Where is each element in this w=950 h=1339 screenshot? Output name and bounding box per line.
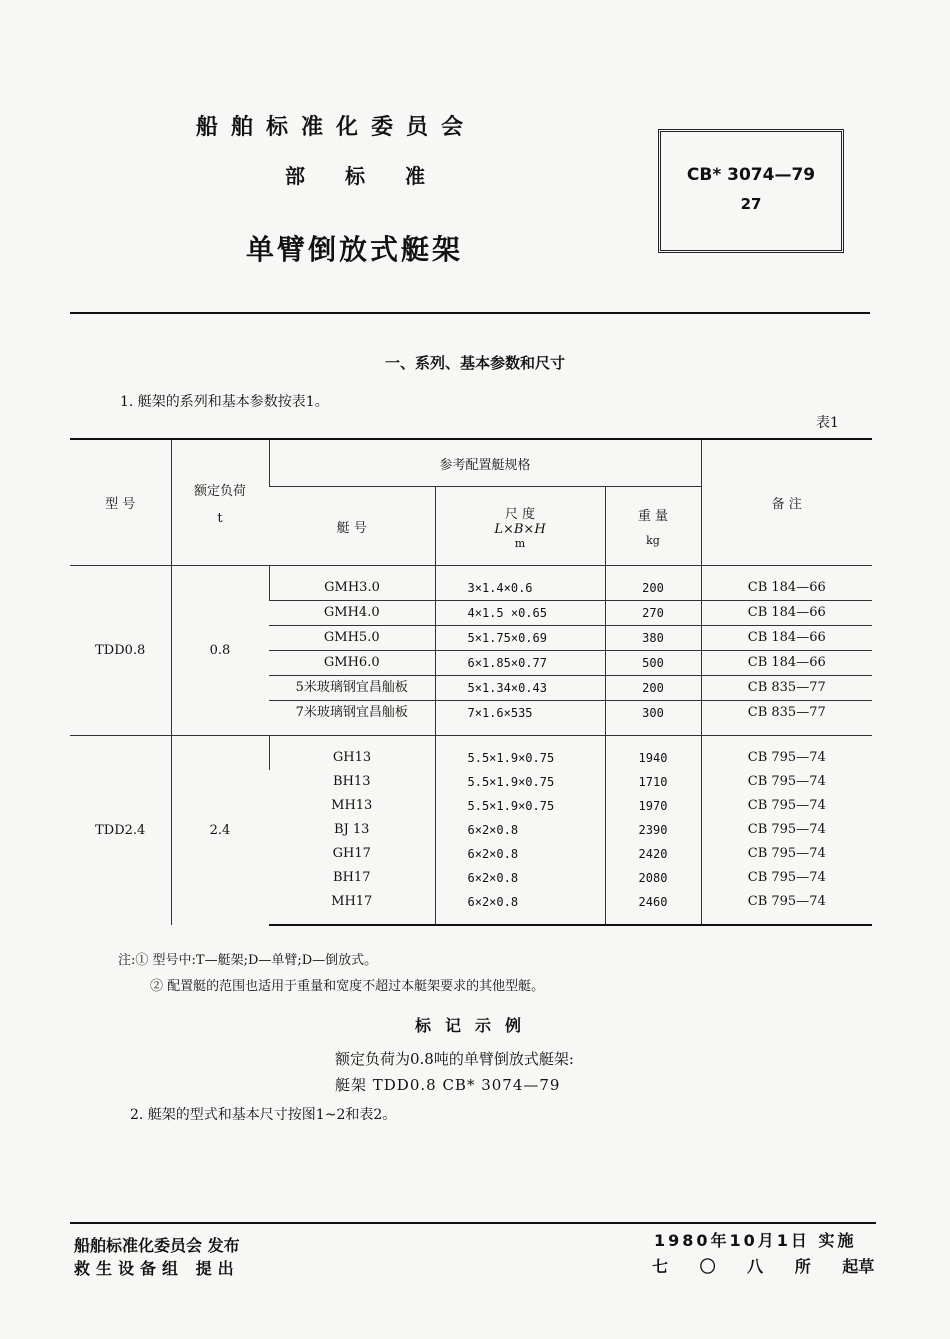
footer-drafter: 七 〇 八 所 起草 [652, 1257, 875, 1276]
size-cell: 6×2×0.8 [435, 890, 605, 925]
weight-cell: 2420 [605, 842, 701, 866]
boat-cell: 5米玻璃钢宜昌舢板 [269, 676, 435, 701]
header-weight-unit: kg [646, 534, 660, 547]
boat-cell: MH13 [331, 798, 373, 813]
remark-cell: CB 184—66 [701, 566, 872, 601]
organization-name: 船舶标准化委员会 [196, 115, 477, 140]
weight-cell: 300 [605, 701, 701, 736]
boat-cell: BH17 [333, 870, 371, 885]
standard-code: CB* 3074—79 [686, 165, 816, 185]
example-line-2: 艇架 TDD0.8 CB* 3074—79 [335, 1076, 561, 1094]
size-cell: 5×1.34×0.43 [435, 676, 605, 701]
boat-cell: MH17 [269, 890, 435, 925]
boat-cell: GMH4.0 [269, 601, 435, 626]
parameters-table [70, 438, 872, 926]
footer-proposer: 救生设备组 提出 [74, 1259, 240, 1278]
size-cell: 3×1.4×0.6 [435, 566, 605, 601]
header-size-unit: m [514, 536, 526, 550]
header-boat-no: 艇 号 [269, 487, 435, 566]
size-cell: 6×2×0.8 [435, 818, 605, 842]
weight-cell: 200 [605, 566, 701, 601]
weight-cell: 2080 [605, 866, 701, 890]
weight-cell: 2390 [605, 818, 701, 842]
standard-type: 部标准 [285, 164, 465, 188]
header-model: 型 号 [70, 439, 171, 566]
boat-cell: BJ 13 [334, 822, 370, 837]
remark-cell: CB 795—74 [701, 794, 872, 818]
weight-cell: 500 [605, 651, 701, 676]
paragraph-2: 2. 艇架的型式和基本尺寸按图1~2和表2。 [130, 1107, 397, 1123]
section-heading: 一、系列、基本参数和尺寸 [384, 354, 565, 372]
boat-cell: GMH3.0 [269, 566, 435, 601]
header-weight [605, 487, 701, 566]
header-size-label: 尺 度 [504, 506, 536, 522]
weight-cell: 2460 [605, 890, 701, 925]
group-load: 0.8 [171, 566, 269, 736]
remark-cell: CB 184—66 [701, 626, 872, 651]
size-cell: 6×1.85×0.77 [435, 651, 605, 676]
weight-cell: 380 [605, 626, 701, 651]
size-cell: 5.5×1.9×0.75 [435, 770, 605, 794]
size-cell: 4×1.5 ×0.65 [435, 601, 605, 626]
boat-cell: BH13 [333, 774, 371, 789]
header-ref-boat: 参考配置艇规格 [269, 439, 701, 487]
weight-cell: 1940 [605, 736, 701, 771]
remark-cell: CB 184—66 [701, 601, 872, 626]
size-cell: 7×1.6×535 [435, 701, 605, 736]
weight-cell: 1710 [605, 770, 701, 794]
standard-code-sub: 27 [740, 195, 762, 213]
boat-cell: GH17 [332, 846, 371, 861]
header-remark: 备 注 [701, 439, 872, 566]
remark-cell: CB 795—74 [701, 736, 872, 771]
example-heading: 标记示例 [414, 1016, 535, 1035]
size-cell: 5.5×1.9×0.75 [435, 794, 605, 818]
paragraph-1: 1. 艇架的系列和基本参数按表1。 [120, 394, 329, 410]
standard-code-box [658, 129, 844, 253]
header-rated-load [171, 439, 269, 566]
group-load: 2.4 [171, 736, 269, 926]
header-size-formula: L×B×H [494, 521, 546, 537]
weight-cell: 270 [605, 601, 701, 626]
example-line-1: 额定负荷为0.8吨的单臂倒放式艇架: [335, 1050, 574, 1068]
size-cell: 6×2×0.8 [435, 866, 605, 890]
remark-cell: CB 795—74 [701, 866, 872, 890]
remark-cell: CB 795—74 [701, 890, 872, 925]
table-label: 表1 [816, 415, 839, 431]
note-2: ② 配置艇的范围也适用于重量和宽度不超过本艇架要求的其他型艇。 [150, 979, 545, 994]
header-rated-load-label: 额定负荷 [193, 483, 246, 499]
header-rule [70, 312, 870, 314]
size-cell: 6×2×0.8 [435, 842, 605, 866]
header-rated-load-unit: t [217, 510, 223, 526]
footer-rule [70, 1222, 876, 1224]
weight-cell: 1970 [605, 794, 701, 818]
remark-cell: CB 795—74 [701, 770, 872, 794]
remark-cell: CB 795—74 [701, 842, 872, 866]
footer-publisher: 船舶标准化委员会 发布 [74, 1236, 240, 1255]
size-cell: 5.5×1.9×0.75 [435, 736, 605, 771]
remark-cell: CB 184—66 [701, 651, 872, 676]
weight-cell: 200 [605, 676, 701, 701]
group-model: TDD2.4 [95, 823, 146, 838]
remark-cell: CB 795—74 [701, 818, 872, 842]
remark-cell: CB 835—77 [701, 676, 872, 701]
header-weight-label: 重 量 [637, 509, 669, 524]
boat-cell: GMH6.0 [269, 651, 435, 676]
boat-cell: GH13 [269, 736, 435, 771]
remark-cell: CB 835—77 [701, 701, 872, 736]
note-1: 注:① 型号中:T—艇架;D—单臂;D—倒放式。 [118, 953, 378, 968]
document-title: 单臂倒放式艇架 [246, 233, 464, 266]
footer-effective-date: 1980年10月1日 实施 [654, 1231, 857, 1250]
group-model: TDD0.8 [70, 566, 171, 736]
size-cell: 5×1.75×0.69 [435, 626, 605, 651]
header-size [435, 487, 605, 566]
boat-cell: 7米玻璃钢宜昌舢板 [269, 701, 435, 736]
boat-cell: GMH5.0 [269, 626, 435, 651]
